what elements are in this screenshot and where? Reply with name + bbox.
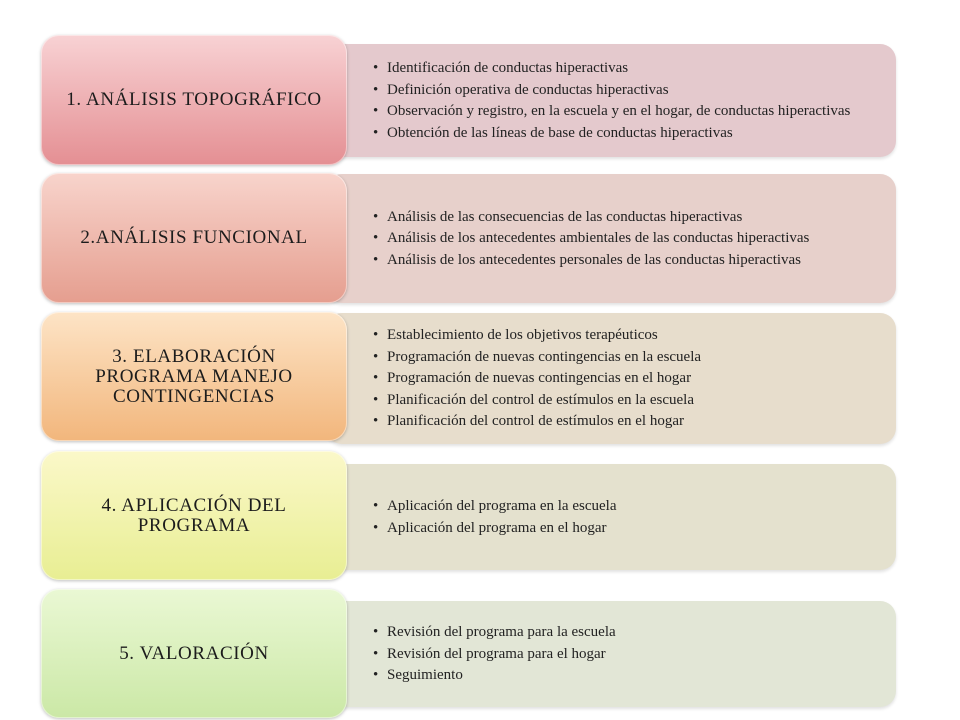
stage-detail-text: Análisis de los antecedentes ambientales de las conductas hiperactivas (387, 230, 810, 247)
stage-detail-text: Identificación de conductas hiperactivas (387, 60, 629, 76)
stage-box (41, 312, 347, 441)
stage-detail-item (372, 229, 884, 248)
bullet-icon: • (373, 208, 379, 225)
stage-detail-text: Programación de nuevas contingencias en el hogar (387, 370, 692, 387)
stage-detail-list (372, 497, 884, 537)
stage-detail-list (372, 623, 884, 685)
bullet-icon: • (373, 498, 379, 514)
stage-detail-item (372, 59, 884, 78)
stage-detail-item (372, 251, 884, 270)
bullet-icon: • (373, 645, 379, 662)
stage-detail-item (372, 666, 884, 685)
bullet-icon: • (373, 348, 379, 365)
bullet-icon: • (373, 667, 379, 684)
stage-detail-panel (326, 464, 896, 570)
stage-detail-text: Observación y registro, en la escuela y en el hogar, de conductas hiperactivas (387, 103, 851, 119)
stage-detail-text: Seguimiento (387, 667, 463, 684)
stage-detail-panel (326, 44, 896, 157)
stage-detail-panel (326, 313, 896, 444)
stage-detail-list (372, 208, 884, 270)
stage-detail-text: Definición operativa de conductas hiperactivas (387, 81, 669, 98)
stage-detail-item (372, 412, 884, 431)
stage-detail-text: Análisis de los antecedentes personales de las conductas hiperactivas (387, 251, 802, 268)
stage-detail-list (372, 326, 884, 431)
stage-detail-text: Análisis de las consecuencias de las conductas hiperactivas (387, 208, 743, 225)
bullet-icon: • (373, 370, 379, 387)
stage-detail-item (372, 124, 884, 143)
stage-detail-item (372, 326, 884, 345)
stage-detail-item (372, 623, 884, 642)
stage-box (41, 589, 347, 718)
stage-detail-item (372, 348, 884, 367)
stage-detail-text: Obtención de las líneas de base de conductas hiperactivas (387, 124, 733, 141)
stage-detail-item (372, 81, 884, 100)
bullet-icon: • (373, 519, 379, 536)
stage-detail-text: Revisión del programa para la escuela (387, 624, 616, 641)
stage-detail-text: Planificación del control de estímulos en el hogar (387, 413, 684, 430)
stage-title: 3. ELABORACIÓN PROGRAMA MANEJO CONTINGENCIAS (95, 345, 293, 407)
bullet-icon: • (373, 124, 379, 141)
stage-detail-item (372, 102, 884, 121)
stage-detail-item (372, 208, 884, 227)
stage-detail-item (372, 497, 884, 516)
stage-detail-item (372, 369, 884, 388)
stage-detail-text: Aplicación del programa en el hogar (387, 519, 607, 536)
stage-title: 2.ANÁLISIS FUNCIONAL (80, 227, 308, 248)
bullet-icon: • (373, 60, 379, 76)
stage-title: 1. ANÁLISIS TOPOGRÁFICO (66, 89, 322, 110)
bullet-icon: • (373, 230, 379, 247)
bullet-icon: • (373, 103, 379, 119)
stage-detail-item (372, 391, 884, 410)
bullet-icon: • (373, 81, 379, 98)
stage-detail-text: Establecimiento de los objetivos terapéuticos (387, 327, 658, 344)
stage-detail-list (372, 59, 884, 142)
stage-detail-panel (326, 174, 896, 303)
stage-box (41, 451, 347, 580)
stage-title: 4. APLICACIÓN DEL PROGRAMA (101, 494, 287, 536)
stage-detail-item (372, 519, 884, 538)
stage-detail-panel (326, 601, 896, 707)
stage-detail-text: Planificación del control de estímulos en la escuela (387, 391, 694, 408)
bullet-icon: • (373, 391, 379, 408)
stage-title: 5. VALORACIÓN (119, 642, 269, 664)
bullet-icon: • (373, 624, 379, 641)
bullet-icon: • (373, 413, 379, 430)
stage-detail-text: Revisión del programa para el hogar (387, 645, 606, 662)
stage-box (41, 173, 347, 303)
stage-detail-text: Programación de nuevas contingencias en la escuela (387, 348, 702, 365)
bullet-icon: • (373, 251, 379, 268)
stage-detail-text: Aplicación del programa en la escuela (387, 498, 617, 514)
stage-detail-item (372, 645, 884, 664)
stage-box (41, 35, 347, 165)
bullet-icon: • (373, 327, 379, 344)
